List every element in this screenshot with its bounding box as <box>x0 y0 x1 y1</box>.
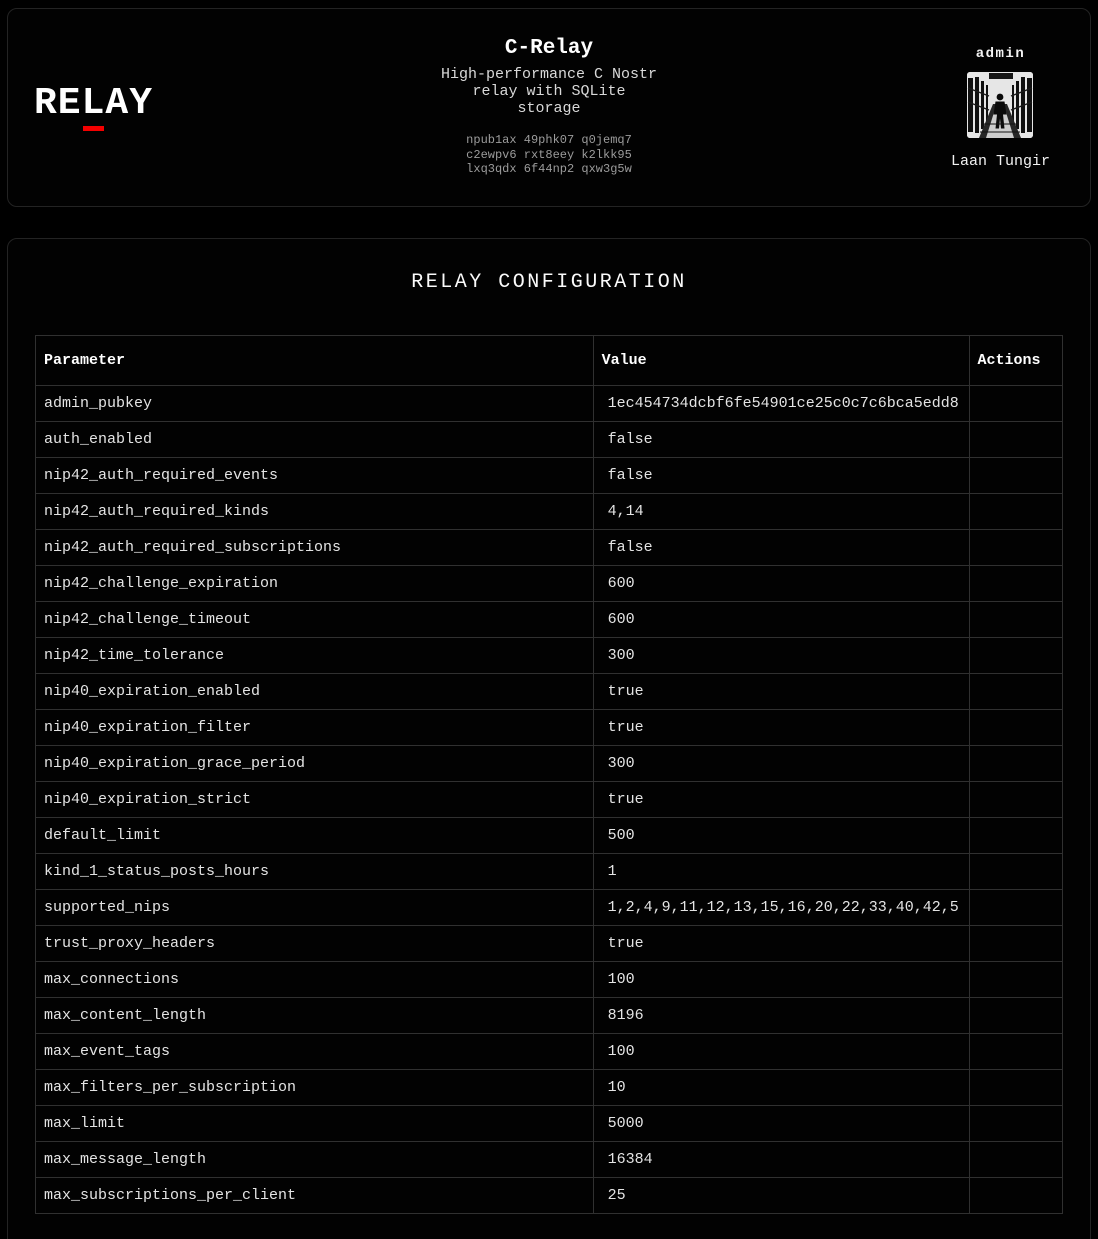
value-cell: 600 <box>593 566 969 602</box>
param-cell: nip42_auth_required_kinds <box>36 494 594 530</box>
actions-cell <box>969 674 1062 710</box>
value-cell: true <box>593 710 969 746</box>
header-card <box>7 8 1091 207</box>
actions-cell <box>969 1034 1062 1070</box>
actions-cell <box>969 782 1062 818</box>
relay-npub <box>437 133 661 177</box>
relay-logo-text: RELAY <box>34 81 154 125</box>
app-title: C-Relay <box>504 37 594 60</box>
relay-logo <box>34 81 154 131</box>
actions-cell <box>969 926 1062 962</box>
param-cell: admin_pubkey <box>36 386 594 422</box>
actions-cell <box>969 818 1062 854</box>
param-cell: nip40_expiration_enabled <box>36 674 594 710</box>
value-cell: 300 <box>593 638 969 674</box>
value-cell: 500 <box>593 818 969 854</box>
value-cell: 600 <box>593 602 969 638</box>
table-row <box>36 1070 1063 1106</box>
table-row <box>36 746 1063 782</box>
table-row <box>36 422 1063 458</box>
value-cell: 4,14 <box>593 494 969 530</box>
actions-cell <box>969 890 1062 926</box>
table-row <box>36 458 1063 494</box>
actions-cell <box>969 566 1062 602</box>
value-cell: 100 <box>593 962 969 998</box>
param-cell: nip40_expiration_filter <box>36 710 594 746</box>
actions-cell <box>969 458 1062 494</box>
table-row <box>36 998 1063 1034</box>
npub-line: c2ewpv6 rxt8eey k2lkk95 <box>466 147 632 162</box>
admin-profile <box>951 46 1050 170</box>
param-cell: trust_proxy_headers <box>36 926 594 962</box>
actions-cell <box>969 710 1062 746</box>
value-cell: 25 <box>593 1178 969 1214</box>
admin-name: Laan Tungir <box>950 152 1050 170</box>
column-header-parameter: Parameter <box>36 336 594 386</box>
admin-avatar <box>967 72 1033 138</box>
table-row <box>36 530 1063 566</box>
table-row <box>36 710 1063 746</box>
param-cell: max_content_length <box>36 998 594 1034</box>
table-row <box>36 566 1063 602</box>
actions-cell <box>969 638 1062 674</box>
table-row <box>36 890 1063 926</box>
actions-cell <box>969 530 1062 566</box>
value-cell: true <box>593 674 969 710</box>
table-row <box>36 854 1063 890</box>
app-title-block <box>437 36 661 177</box>
value-cell: 8196 <box>593 998 969 1034</box>
app-subtitle: High-performance C Nostr relay with SQLite storage <box>440 66 658 118</box>
param-cell: max_limit <box>36 1106 594 1142</box>
actions-cell <box>969 1142 1062 1178</box>
table-row <box>36 1106 1063 1142</box>
value-cell: 10 <box>593 1070 969 1106</box>
param-cell: nip42_auth_required_events <box>36 458 594 494</box>
table-row <box>36 962 1063 998</box>
param-cell: default_limit <box>36 818 594 854</box>
actions-cell <box>969 854 1062 890</box>
actions-cell <box>969 1178 1062 1214</box>
param-cell: nip42_challenge_timeout <box>36 602 594 638</box>
config-table-header <box>36 336 1063 386</box>
actions-cell <box>969 494 1062 530</box>
admin-label: admin <box>975 45 1026 62</box>
config-title: RELAY CONFIGURATION <box>411 271 687 294</box>
actions-cell <box>969 962 1062 998</box>
param-cell: max_filters_per_subscription <box>36 1070 594 1106</box>
table-row <box>36 782 1063 818</box>
value-cell: 100 <box>593 1034 969 1070</box>
value-cell: true <box>593 926 969 962</box>
column-header-actions: Actions <box>969 336 1062 386</box>
npub-line: npub1ax 49phk07 q0jemq7 <box>466 133 632 148</box>
actions-cell <box>969 386 1062 422</box>
param-cell: nip42_auth_required_subscriptions <box>36 530 594 566</box>
actions-cell <box>969 746 1062 782</box>
param-cell: max_message_length <box>36 1142 594 1178</box>
param-cell: nip42_challenge_expiration <box>36 566 594 602</box>
column-header-value: Value <box>593 336 969 386</box>
table-row <box>36 818 1063 854</box>
actions-cell <box>969 1070 1062 1106</box>
table-row <box>36 1178 1063 1214</box>
value-cell: 1 <box>593 854 969 890</box>
param-cell: kind_1_status_posts_hours <box>36 854 594 890</box>
table-row <box>36 494 1063 530</box>
npub-line: lxq3qdx 6f44np2 qxw3g5w <box>466 162 632 177</box>
value-cell: 16384 <box>593 1142 969 1178</box>
relay-configuration-section <box>7 238 1091 1239</box>
param-cell: supported_nips <box>36 890 594 926</box>
actions-cell <box>969 422 1062 458</box>
value-cell: false <box>593 422 969 458</box>
param-cell: max_subscriptions_per_client <box>36 1178 594 1214</box>
table-row <box>36 926 1063 962</box>
value-cell: 1ec454734dcbf6fe54901ce25c0c7c6bca5edd8 <box>593 386 969 422</box>
config-table <box>35 335 1063 1214</box>
table-row <box>36 1142 1063 1178</box>
param-cell: max_connections <box>36 962 594 998</box>
param-cell: auth_enabled <box>36 422 594 458</box>
param-cell: nip40_expiration_grace_period <box>36 746 594 782</box>
value-cell: 300 <box>593 746 969 782</box>
actions-cell <box>969 602 1062 638</box>
value-cell: false <box>593 530 969 566</box>
config-table-body <box>36 386 1063 1214</box>
actions-cell <box>969 1106 1062 1142</box>
param-cell: nip40_expiration_strict <box>36 782 594 818</box>
logo-underline <box>83 126 104 131</box>
table-row <box>36 602 1063 638</box>
value-cell: 1,2,4,9,11,12,13,15,16,20,22,33,40,42,5 <box>593 890 969 926</box>
table-row <box>36 674 1063 710</box>
value-cell: 5000 <box>593 1106 969 1142</box>
param-cell: nip42_time_tolerance <box>36 638 594 674</box>
value-cell: false <box>593 458 969 494</box>
actions-cell <box>969 998 1062 1034</box>
table-row <box>36 386 1063 422</box>
table-row <box>36 638 1063 674</box>
param-cell: max_event_tags <box>36 1034 594 1070</box>
value-cell: true <box>593 782 969 818</box>
table-row <box>36 1034 1063 1070</box>
admin-avatar-image <box>967 72 1033 138</box>
